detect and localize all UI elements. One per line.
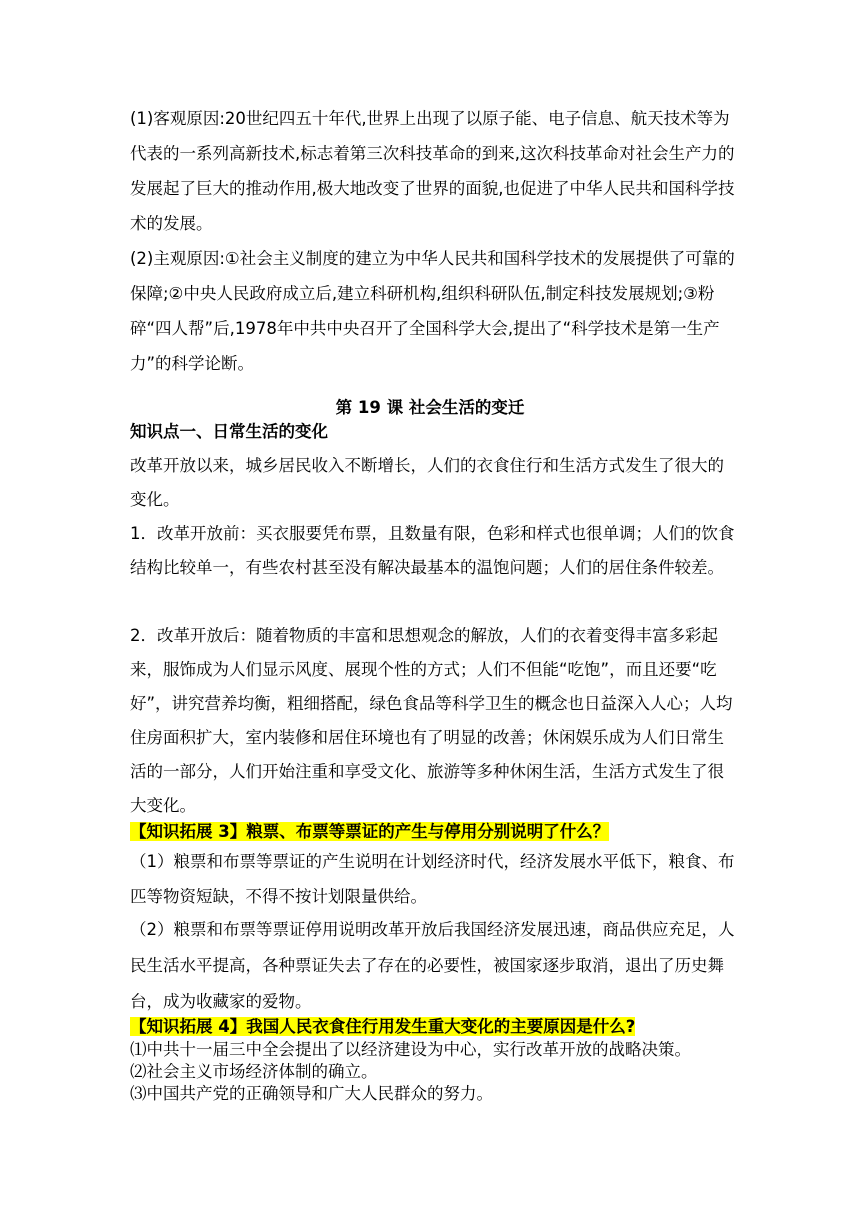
extension-4-item-1: ⑴中共十一届三中全会提出了以经济建设为中心，实行改革开放的战略决策。 xyxy=(130,1040,691,1059)
objective-reason-paragraph: (1)客观原因:20世纪四五十年代,世界上出现了以原子能、电子信息、航天技术等为代表的一系列高新技术,标志着第三次科技革命的到来,这次科技革命对社会生产力的发展起了巨大的推动作用,极大地改变了世界的面貌,也促进了中华人民共和国科学技术的发展。 xyxy=(130,109,735,233)
intro-paragraph: 改革开放以来，城乡居民收入不断增长，人们的衣食住行和生活方式发生了很大的变化。 xyxy=(130,456,724,509)
subjective-reason-paragraph: (2)主观原因:①社会主义制度的建立为中华人民共和国科学技术的发展提供了可靠的保障;②中央人民政府成立后,建立科研机构,组织科研队伍,制定科技发展规划;③粉碎“四人帮”后,1978年中共中央召开了全国科学大会,提出了“科学技术是第一生产力”的科学论断。 xyxy=(130,249,735,373)
lesson-title: 第 19 课 社会生活的变迁 xyxy=(335,398,525,417)
knowledge-point-heading: 知识点一、日常生活的变化 xyxy=(130,422,328,441)
extension-3-item-2: （2）粮票和布票等票证停用说明改革开放后我国经济发展迅速，商品供应充足，人民生活水平提高，各种票证失去了存在的必要性，被国家逐步取消，退出了历史舞台，成为收藏家的爱物。 xyxy=(130,920,735,1011)
before-reform-paragraph: 1．改革开放前：买衣服要凭布票，且数量有限，色彩和样式也很单调；人们的饮食结构比较单一，有些农村甚至没有解决最基本的温饱问题；人们的居住条件较差。 xyxy=(130,524,735,577)
extension-4-item-2: ⑵社会主义市场经济体制的确立。 xyxy=(130,1062,378,1081)
extension-4-item-3: ⑶中国共产党的正确领导和广大人民群众的努力。 xyxy=(130,1084,493,1103)
extension-3-heading: 【知识拓展 3】粮票、布票等票证的产生与停用分别说明了什么？ xyxy=(130,822,610,841)
after-reform-paragraph: 2．改革开放后：随着物质的丰富和思想观念的解放，人们的衣着变得丰富多彩起来，服饰成为人们显示风度、展现个性的方式；人们不但能“吃饱”，而且还要“吃好”，讲究营养均衡，粗细搭配，绿色食品等科学卫生的概念也日益深入人心；人均住房面积扩大，室内装修和居住环境也有了明显的改善；休闲娱乐成为人们日常生活的一部分，人们开始注重和享受文化、旅游等多种休闲生活，生活方式发生了很大变化。 xyxy=(130,626,733,815)
extension-3-item-1: （1）粮票和布票等票证的产生说明在计划经济时代，经济发展水平低下，粮食、布匹等物资短缺，不得不按计划限量供给。 xyxy=(130,852,735,906)
extension-4-heading: 【知识拓展 4】我国人民衣食住行用发生重大变化的主要原因是什么? xyxy=(130,1017,636,1036)
